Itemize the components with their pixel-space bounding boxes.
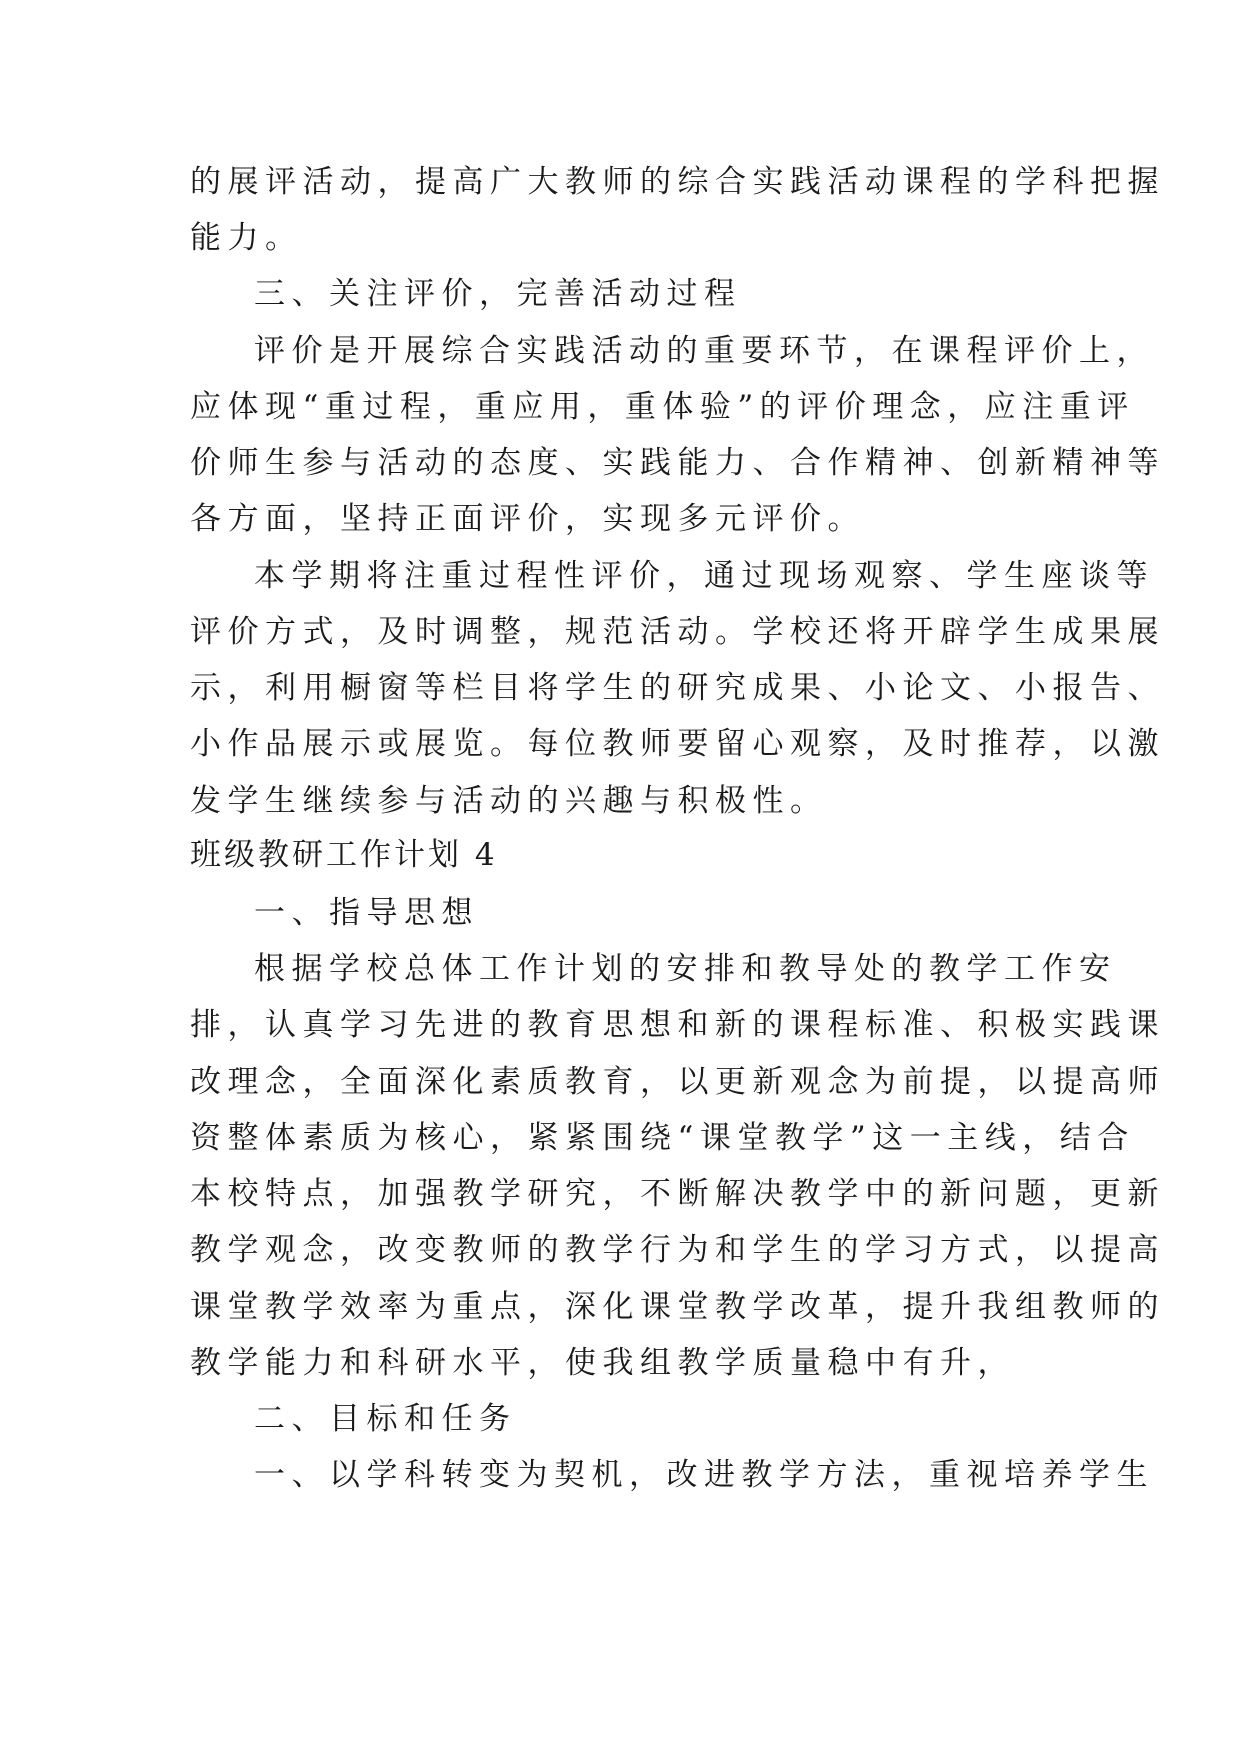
text-line: 小作品展示或展览。每位教师要留心观察，及时推荐，以激 <box>190 726 1165 762</box>
text-line: 本校特点，加强教学研究，不断解决教学中的新问题，更新 <box>190 1176 1165 1212</box>
text-line: 应体现“重过程，重应用，重体验”的评价理念，应注重评 <box>190 389 1135 425</box>
text-line: 教学观念，改变教师的教学行为和学生的学习方式，以提高 <box>190 1232 1165 1268</box>
text-line: 改理念，全面深化素质教育，以更新观念为前提，以提高师 <box>190 1064 1165 1100</box>
text-line: 本学期将注重过程性评价，通过现场观察、学生座谈等 <box>254 558 1154 594</box>
text-line: 评价是开展综合实践活动的重要环节，在课程评价上， <box>254 333 1154 369</box>
text-line: 能力。 <box>190 220 303 256</box>
text-line: 教学能力和科研水平，使我组教学质量稳中有升， <box>190 1345 1015 1381</box>
text-line: 一、以学科转变为契机，改进教学方法，重视培养学生 <box>254 1457 1154 1493</box>
text-line: 示，利用橱窗等栏目将学生的研究成果、小论文、小报告、 <box>190 670 1165 706</box>
text-line: 的展评活动，提高广大教师的综合实践活动课程的学科把握 <box>190 164 1165 200</box>
text-line: 各方面，坚持正面评价，实现多元评价。 <box>190 501 865 537</box>
text-line: 资整体素质为核心，紧紧围绕“课堂教学”这一主线，结合 <box>190 1120 1135 1156</box>
text-line: 根据学校总体工作计划的安排和教导处的教学工作安 <box>254 951 1117 987</box>
document-title: 班级教研工作计划 4 <box>190 837 498 873</box>
text-line: 课堂教学效率为重点，深化课堂教学改革，提升我组教师的 <box>190 1289 1165 1325</box>
section-heading: 一、指导思想 <box>254 895 479 931</box>
text-line: 价师生参与活动的态度、实践能力、合作精神、创新精神等 <box>190 445 1165 481</box>
text-line: 排，认真学习先进的教育思想和新的课程标准、积极实践课 <box>190 1007 1165 1043</box>
text-line: 评价方式，及时调整，规范活动。学校还将开辟学生成果展 <box>190 614 1165 650</box>
section-heading: 三、关注评价，完善活动过程 <box>254 276 742 312</box>
section-heading: 二、目标和任务 <box>254 1401 517 1437</box>
text-line: 发学生继续参与活动的兴趣与积极性。 <box>190 783 828 819</box>
